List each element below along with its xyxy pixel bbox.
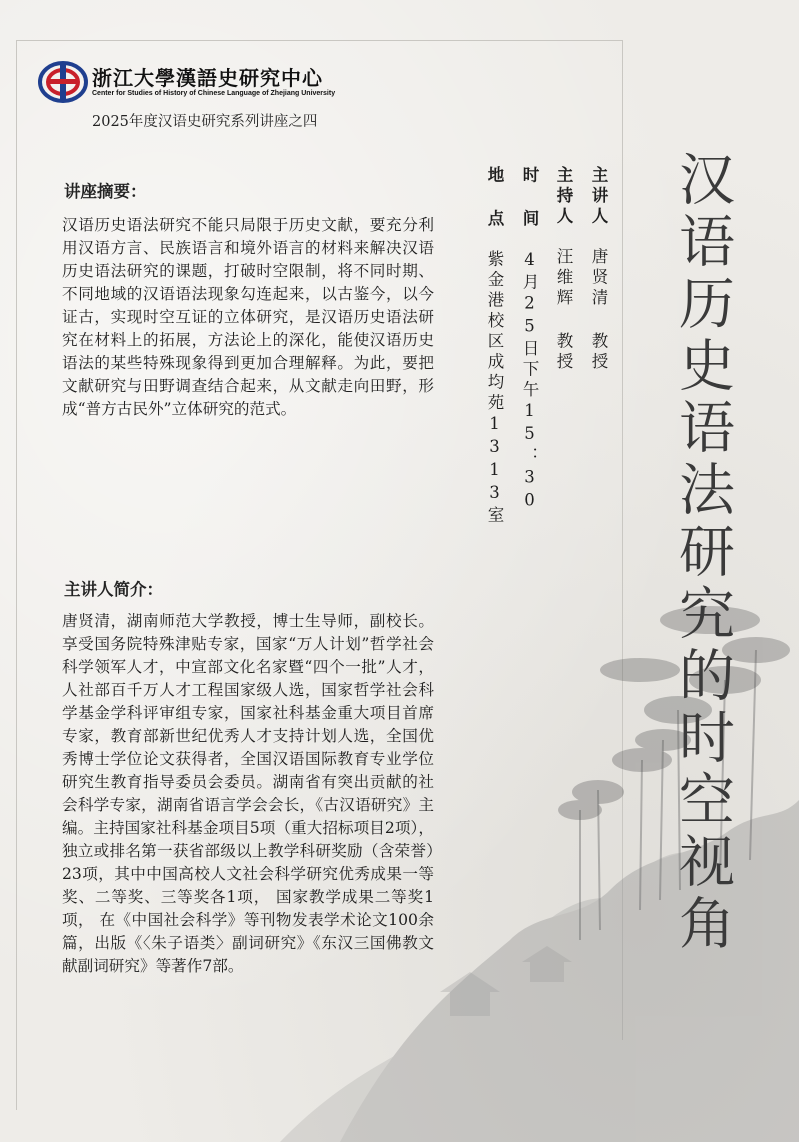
host-value: 汪维辉 教授 [554, 247, 573, 373]
lecture-title: 汉语历史语法研究的时空视角 [670, 150, 735, 956]
org-name-chinese: 浙江大學漢語史研究中心 [92, 66, 323, 90]
host-label: 主持人 [554, 166, 573, 228]
frame-line-left [16, 40, 17, 1110]
university-logo-icon [38, 60, 88, 104]
frame-line-top [16, 40, 622, 41]
time-label: 时 间 [520, 166, 539, 230]
info-speaker [588, 166, 608, 373]
info-place [484, 166, 504, 527]
place-label: 地 点 [485, 166, 504, 230]
lecture-series-label: 2025年度汉语史研究系列讲座之四 [92, 114, 318, 130]
bio-text: 唐贤清，湖南师范大学教授，博士生导师，副校长。享受国务院特殊津贴专家，国家“万人计划”哲学社会科学领军人才，中宣部文化名家暨“四个一批”人才，人社部百千万人才工程国家级人选，国家哲学社会科学基金学科评审组专家，国家社科基金重大项目首席专家，教育部新世纪优秀人才支持计划人选，全国优秀博士学位论文获得者，全国汉语国际教育专业学位研究生教育指导委员会委员。湖南省有突出贡献的社会科学专家，湖南省语言学会会长，《古汉语研究》主编。主持国家社科基金项目5项（重大招标项目2项），独立或排名第一获省部级以上教学科研奖励（含荣誉）23项，其中中国高校人文社会科学研究优秀成果一等奖、二等奖、三等奖各1项， 国家教学成果二等奖1项， 在《中国社会科学》等刊物发表学术论文100余篇，出版《〈朱子语类〉副词研究》《东汉三国佛教文献副词研究》等著作7部。 [62, 612, 434, 975]
speaker-value: 唐贤清 教授 [589, 247, 608, 373]
time-value: 4月25日下午15：30 [520, 250, 539, 514]
place-value: 紫金港校区成均苑1313室 [485, 250, 504, 527]
bio-heading: 主讲人简介： [64, 580, 163, 599]
info-host [553, 166, 573, 373]
info-time [519, 166, 539, 514]
speaker-label: 主讲人 [589, 166, 608, 228]
org-name-english: Center for Studies of History of Chinese Language of Zhejiang University [92, 90, 336, 97]
abstract-text: 汉语历史语法研究不能只局限于历史文献，要充分利用汉语方言、民族语言和境外语言的材料来解决汉语历史语法研究的课题，打破时空限制，将不同时期、不同地域的汉语语法现象勾连起来，以古鉴今，以今证古，实现时空互证的立体研究，是汉语历史语法研究在材料上的拓展，方法论上的深化，能使汉语历史语法的某些特殊现象得到更加合理解释。为此，要把文献研究与田野调查结合起来，从文献走向田野，形成“普方古民外”立体研究的范式。 [62, 216, 434, 418]
abstract-heading: 讲座摘要： [64, 182, 147, 201]
